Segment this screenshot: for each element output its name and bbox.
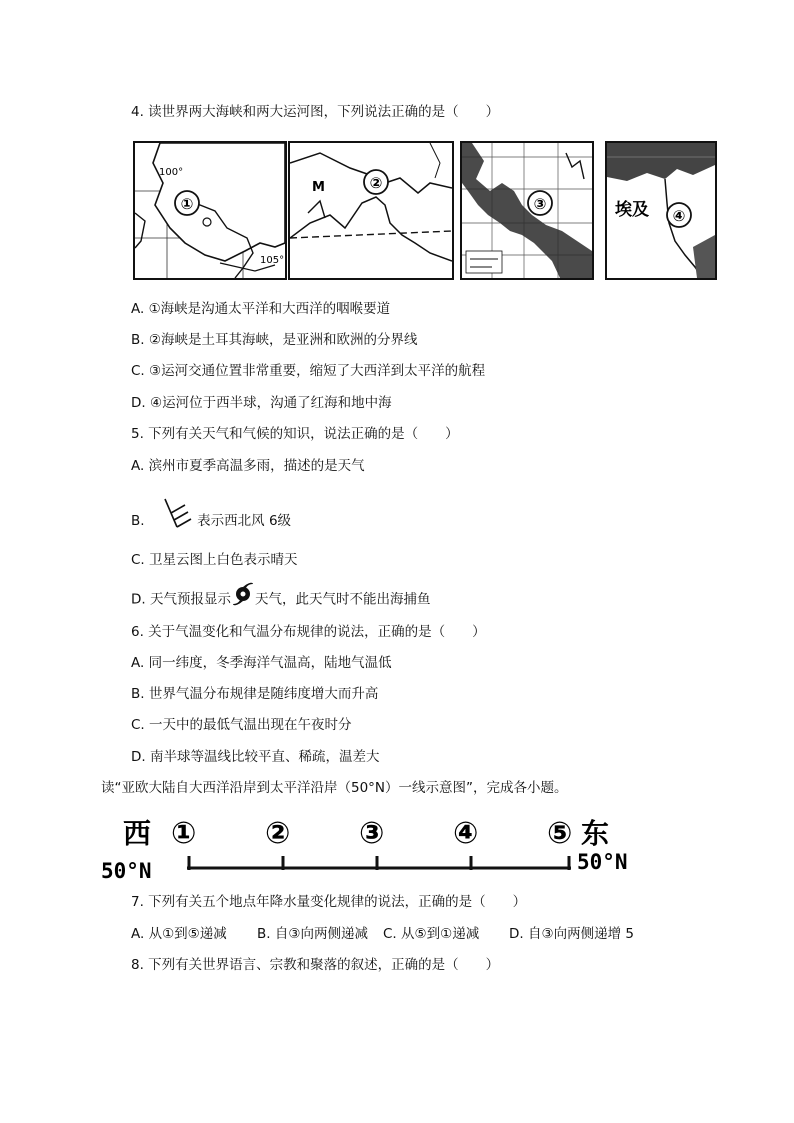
q4-option-a[interactable]: A. ①海峡是沟通太平洋和大西洋的咽喉要道 bbox=[131, 301, 391, 317]
reading-prompt: 读“亚欧大陆自大西洋沿岸到太平洋沿岸（50°N）一线示意图”，完成各小题。 bbox=[101, 780, 568, 796]
map-canal-3 bbox=[460, 141, 594, 280]
strip-point-5: ⑤ bbox=[547, 816, 573, 851]
q6-option-c[interactable]: C. 一天中的最低气温出现在午夜时分 bbox=[131, 717, 352, 733]
q5-option-d[interactable] bbox=[131, 580, 430, 619]
typhoon-icon bbox=[231, 580, 255, 619]
q5-option-b-prefix: B. bbox=[131, 513, 145, 529]
strait-canal-maps bbox=[133, 141, 715, 282]
question-8-stem: 8. 下列有关世界语言、宗教和聚落的叙述，正确的是（ ） bbox=[131, 957, 500, 973]
q7-option-a[interactable]: A. 从①到⑤递减 bbox=[131, 926, 227, 942]
map-2-label-m: M bbox=[312, 180, 325, 195]
map-strait-1 bbox=[133, 141, 287, 280]
q5-option-b-text: 表示西北风 6级 bbox=[197, 513, 292, 529]
strip-east-label: 东 bbox=[581, 817, 610, 850]
q5-option-a[interactable]: A. 滨州市夏季高温多雨，描述的是天气 bbox=[131, 458, 365, 474]
latitude-strip-diagram bbox=[101, 813, 646, 885]
q7-option-b[interactable]: B. 自③向两侧递减 bbox=[257, 926, 368, 942]
map-1-marker: ① bbox=[180, 195, 194, 213]
q4-option-d[interactable]: D. ④运河位于西半球，沟通了红海和地中海 bbox=[131, 395, 392, 411]
map-4-label-egypt: 埃及 bbox=[615, 200, 649, 220]
question-7-stem: 7. 下列有关五个地点年降水量变化规律的说法，正确的是（ ） bbox=[131, 894, 527, 910]
q7-option-c[interactable]: C. 从⑤到①递减 bbox=[383, 926, 480, 942]
map-strait-2 bbox=[288, 141, 454, 280]
map-1-label-100: 100° bbox=[159, 167, 184, 178]
map-1-label-105: 105° bbox=[260, 255, 285, 266]
map-3-marker: ③ bbox=[533, 195, 547, 213]
q4-option-c[interactable]: C. ③运河交通位置非常重要，缩短了大西洋到太平洋的航程 bbox=[131, 363, 486, 379]
strip-point-1: ① bbox=[171, 816, 197, 851]
q4-option-b[interactable]: B. ②海峡是土耳其海峡，是亚洲和欧洲的分界线 bbox=[131, 332, 418, 348]
strip-lat-left: 50°N bbox=[101, 859, 152, 883]
strip-lat-right: 50°N bbox=[577, 850, 628, 874]
q5-option-d-prefix: D. 天气预报显示 bbox=[131, 591, 231, 608]
question-6-stem: 6. 关于气温变化和气温分布规律的说法，正确的是（ ） bbox=[131, 624, 486, 640]
strip-point-3: ③ bbox=[359, 816, 385, 851]
map-canal-4 bbox=[605, 141, 717, 280]
q5-option-b[interactable] bbox=[131, 497, 291, 545]
q6-option-b[interactable]: B. 世界气温分布规律是随纬度增大而升高 bbox=[131, 686, 379, 702]
wind-barb-icon bbox=[161, 497, 193, 545]
q5-option-d-suffix: 天气，此天气时不能出海捕鱼 bbox=[254, 591, 431, 608]
q5-option-c[interactable]: C. 卫星云图上白色表示晴天 bbox=[131, 552, 298, 568]
question-5-stem: 5. 下列有关天气和气候的知识，说法正确的是（ ） bbox=[131, 426, 459, 442]
strip-west-label: 西 bbox=[123, 817, 152, 850]
map-2-marker: ② bbox=[369, 174, 383, 192]
strip-point-4: ④ bbox=[453, 816, 479, 851]
q6-option-a[interactable]: A. 同一纬度，冬季海洋气温高，陆地气温低 bbox=[131, 655, 392, 671]
q6-option-d[interactable]: D. 南半球等温线比较平直、稀疏，温差大 bbox=[131, 749, 380, 765]
strip-point-2: ② bbox=[265, 816, 291, 851]
q7-option-d[interactable]: D. 自③向两侧递增 5 bbox=[509, 926, 634, 942]
question-4-stem: 4. 读世界两大海峡和两大运河图，下列说法正确的是（ ） bbox=[131, 104, 500, 120]
map-4-marker: ④ bbox=[672, 207, 686, 225]
